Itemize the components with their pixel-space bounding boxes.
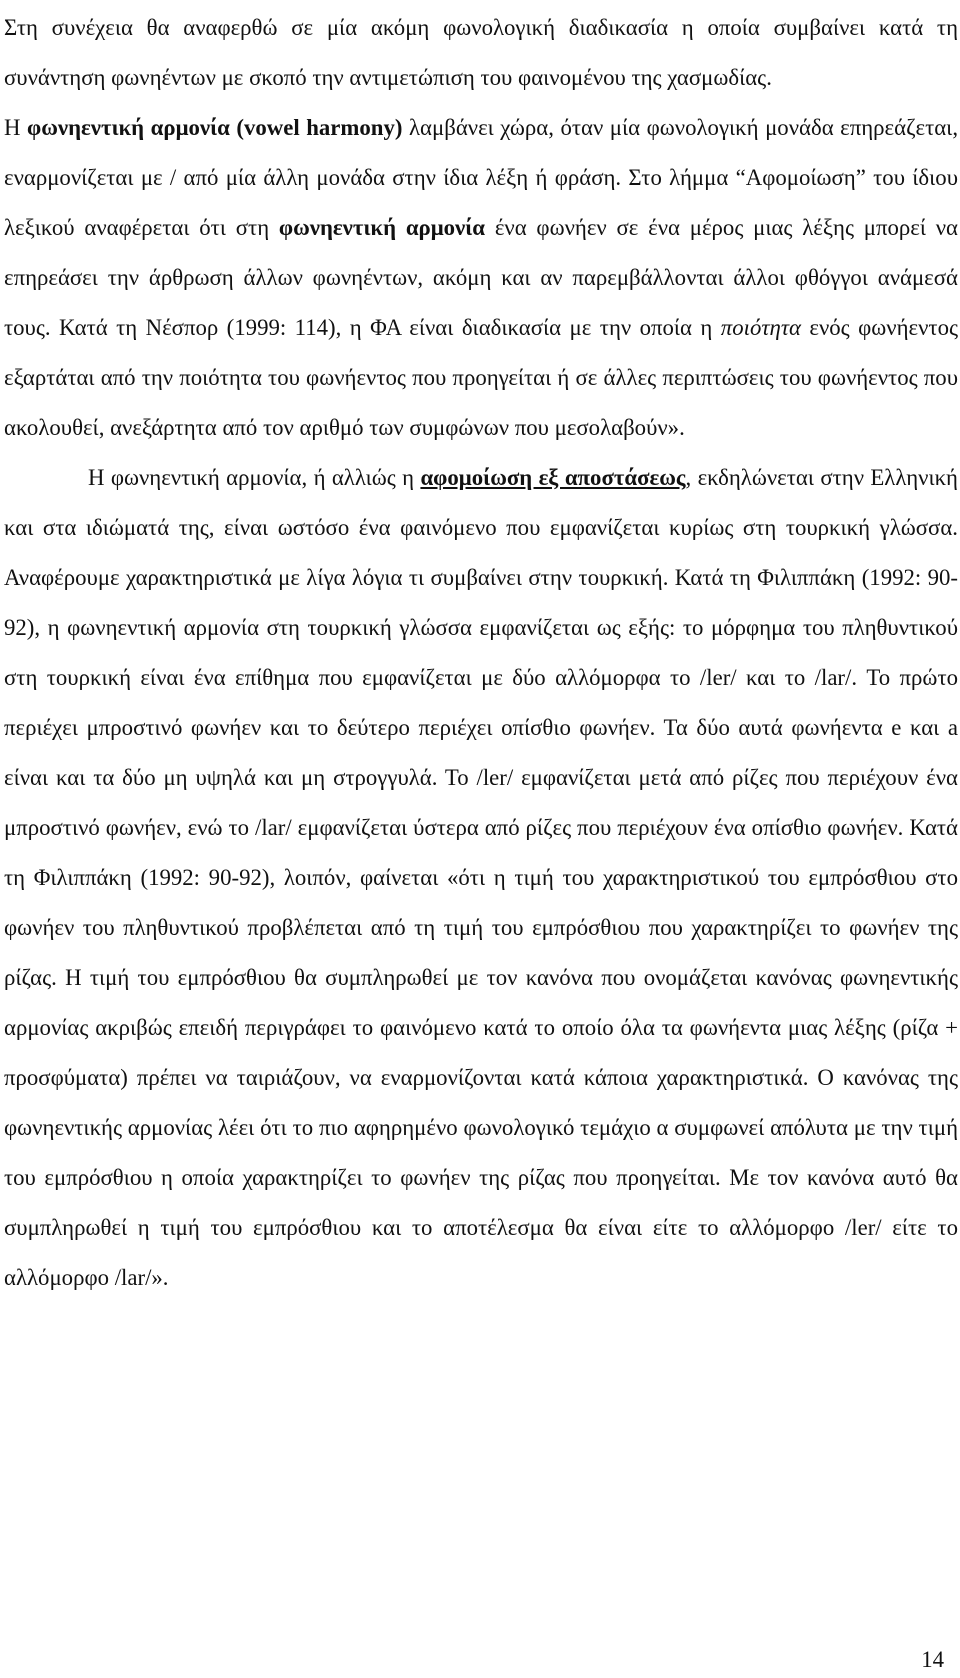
text-run: Στη συνέχεια θα αναφερθώ σε μία ακόμη φωνολογική διαδικασία η οποία συμβαίνει κατά τη συνάντηση φωνηέντων με σκοπό την αντιμετώπιση του φαινομένου της χασμωδίας.	[4, 15, 958, 90]
body-text	[4, 3, 958, 1303]
paragraph-vowel-harmony-definition	[4, 103, 958, 453]
text-run: , εκδηλώνεται στην Ελληνική και στα ιδιώματά της, είναι ωστόσο ένα φαινόμενο που εμφανίζεται κυρίως στη τουρκική γλώσσα. Αναφέρουμε χαρακτηριστικά με λίγα λόγια τι συμβαίνει στην τουρκική. Κατά τη Φιλιππάκη (1992: 90-92), η φωνηεντική αρμονία στη τουρκική γλώσσα εμφανίζεται ως εξής: το μόρφημα του πληθυντικού στη τουρκική είναι ένα επίθημα που εμφανίζεται με δύο αλλόμορφα το /ler/ και το /lar/. Το πρώτο περιέχει μπροστινό φωνήεν και το δεύτερο περιέχει οπίσθιο φωνήεν. Τα δύο αυτά φωνήεντα e και a είναι και τα δύο μη υψηλά και μη στρογγυλά. Το /ler/ εμφανίζεται μετά από ρίζες που περιέχουν ένα μπροστινό φωνήεν, ενώ το /lar/ εμφανίζεται ύστερα από ρίζες που περιέχουν ένα οπίσθιο φωνήεν. Κατά τη Φιλιππάκη (1992: 90-92), λοιπόν, φαίνεται «ότι η τιμή του χαρακτηριστικού του εμπρόσθιου στο φωνήεν του πληθυντικού προβλέπεται από τη τιμή του εμπρόσθιου που χαρακτηρίζει το φωνήεν της ρίζας. Η τιμή του εμπρόσθιου θα συμπληρωθεί με τον κανόνα που ονομάζεται κανόνας φωνηεντικής αρμονίας ακριβώς επειδή περιγράφει το φαινόμενο κατά το οποίο όλα τα φωνήεντα μιας λέξης (ρίζα + προσφύματα) πρέπει να ταιριάζουν, να εναρμονίζονται κατά κάποια χαρακτηριστικά. Ο κανόνας της φωνηεντικής αρμονίας λέει ότι το πιο αφηρημένο φωνολογικό τεμάχιο α συμφωνεί απόλυτα με την τιμή του εμπρόσθιου η οποία χαρακτηρίζει το φωνήεν της ρίζας που προηγείται. Με τον κανόνα αυτό θα συμπληρωθεί η τιμή του εμπρόσθιου και το αποτέλεσμα θα είναι είτε το αλλόμορφο /ler/ είτε το αλλόμορφο /lar/».	[4, 465, 958, 1290]
italic-term-quality: ποιότητα	[720, 315, 801, 340]
page-number: 14	[921, 1647, 944, 1672]
text-run: Η φωνηεντική αρμονία, ή αλλιώς η	[88, 465, 421, 490]
bold-underlined-term-distant-assimilation: αφομοίωση εξ αποστάσεως	[420, 465, 686, 490]
bold-term-vowel-harmony: φωνηεντική αρμονία (vowel harmony)	[27, 115, 403, 140]
paragraph-chasmodia-intro	[4, 3, 958, 103]
text-run: Η	[4, 115, 27, 140]
bold-term-vowel-harmony-greek: φωνηεντική αρμονία	[278, 215, 486, 240]
text-run: ένα φωνήεν σε ένα μέρος μιας λέξης μπορεί να επηρεάσει την άρθρωση άλλων φωνηέντων, ακόμη και αν παρεμβάλλονται άλλοι φθόγγοι ανάμεσά τους. Κατά τη Νέσπορ (1999: 114), η ΦΑ είναι διαδικασία με την οποία η	[4, 215, 959, 340]
text-run: λαμβάνει χώρα, όταν μία φωνολογική μονάδα επηρεάζεται, εναρμονίζεται με / από μία άλλη μονάδα στην ίδια λέξη ή φράση. Στο λήμμα “Αφομοίωση” του ίδιου λεξικού αναφέρεται ότι στη	[4, 115, 959, 240]
text-run: ενός φωνήεντος εξαρτάται από την ποιότητα του φωνήεντος που προηγείται ή σε άλλες περιπτώσεις του φωνήεντος που ακολουθεί, ανεξάρτητα από τον αριθμό των συμφώνων που μεσολαβούν».	[4, 315, 958, 440]
paragraph-turkish-harmony	[4, 453, 958, 1303]
